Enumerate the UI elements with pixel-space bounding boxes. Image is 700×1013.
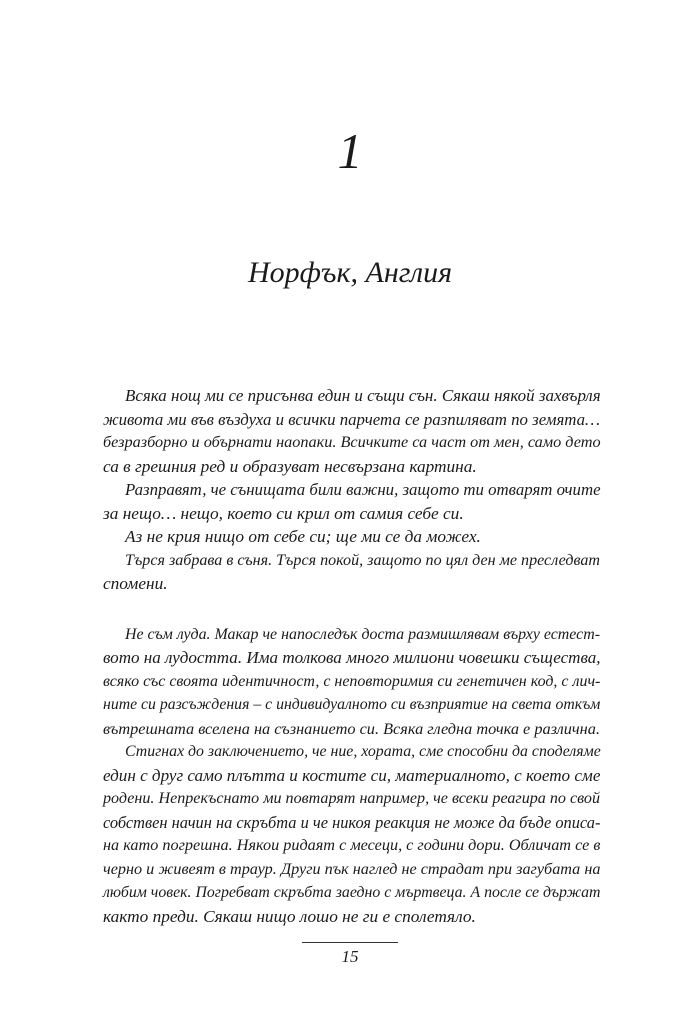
text-line: Всяка нощ ми се присънва един и същи сън. Сякаш някой захвърля [125,386,601,405]
text-line: на като погрешна. Някои ридаят с месеци, с години дори. Обличат се в [103,836,601,854]
chapter-title: Норфък, Англия [247,256,453,289]
text-line: Не съм луда. Макар че напоследък доста размишлявам върху естест- [125,625,600,643]
paragraph [103,525,600,549]
text-line: за нещо… нещо, което си крил от самия себе си. [103,503,464,523]
text-line: вото на лудостта. Има толкова много милиони човешки същества, [103,648,601,667]
paragraph [103,549,600,596]
text-line: Разправят, че сънищата били важни, защото ти отварят очите [125,480,601,499]
section-break [103,596,600,623]
text-line: спомени. [103,574,168,593]
chapter-number: 1 [337,123,363,179]
text-line: всяко със своята идентичност, с неповторимия си генетичен код, с лич- [103,672,601,690]
text-line: ните си разсъждения – с индивидуалното си възприятие на света откъм [103,696,601,713]
text-line: вътрешната вселена на съзнанието си. Всяка гледна точка е различна. [103,718,600,738]
paragraph [103,384,600,478]
paragraph [103,478,600,525]
paragraph [103,623,600,741]
footer-rule [302,942,398,943]
paragraph [103,740,600,928]
text-line: любим човек. Погребват скръбта заедно с мъртвеца. А после се държат [103,884,601,901]
body-text [103,384,600,928]
text-line: Стигнах до заключението, че ние, хората, сме способни да споделяме [125,743,601,760]
text-line: безразборно и обърнати наопаки. Всичките са част от мен, само дето [103,433,601,451]
text-line: както преди. Сякаш нищо лошо не ги е сполетяло. [103,906,476,926]
text-line: Аз не крия нищо от себе си; ще ми се да можех. [125,527,481,546]
page-number: 15 [341,947,359,966]
text-line: черно и живеят в траур. Други пък наглед не страдат при загубата на [103,859,601,878]
text-line: един с друг само плътта и костите си, материалното, с което сме [103,765,601,785]
text-line: са в грешния ред и образуват несвързана картина. [103,456,477,476]
text-line: живота ми във въздуха и всички парчета се разпиляват по земята… [103,409,600,429]
text-line: Търся забрава в съня. Търся покой, защото по цял ден ме преследват [125,551,600,569]
text-line: собствен начин на скръбта и че никоя реакция не може да бъде описа- [103,812,601,832]
text-line: родени. Непрекъснато ми повтарят например, че всеки реагира по свой [103,790,601,807]
